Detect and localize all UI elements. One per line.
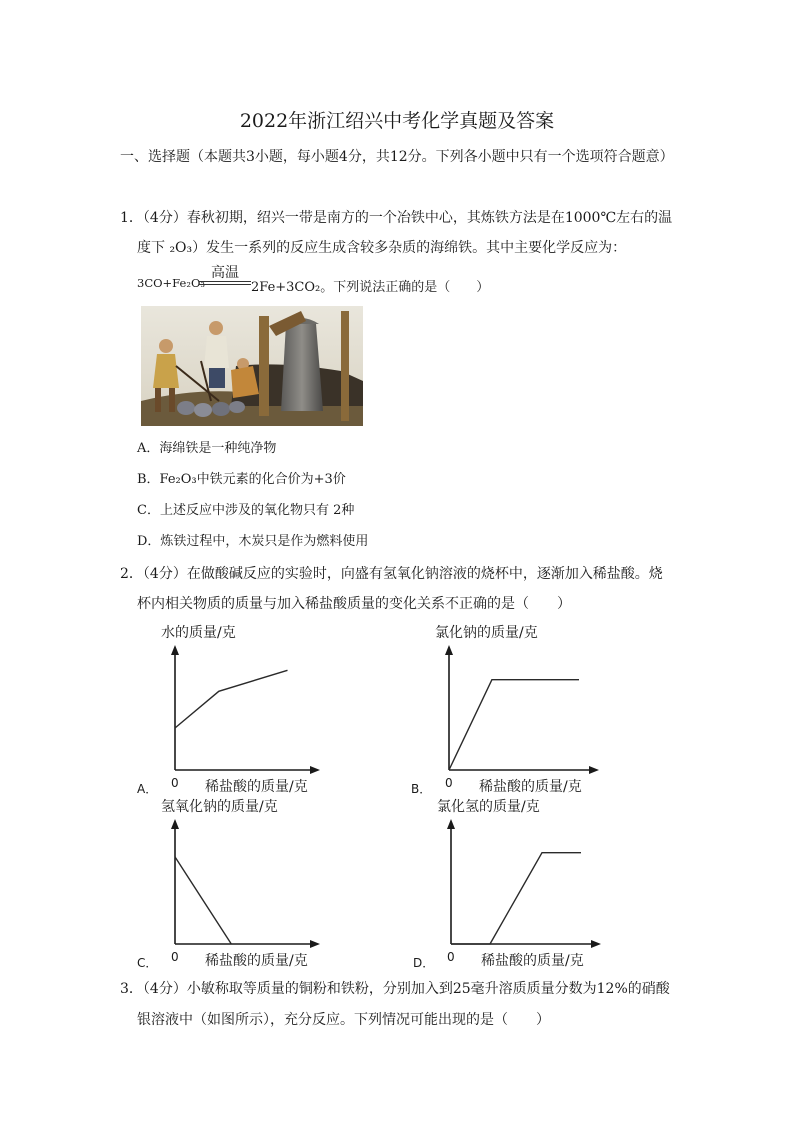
origin-label: 0 — [447, 950, 455, 964]
y-axis-label: 氯化氢的质量/克 — [437, 799, 540, 815]
origin-label: 0 — [171, 950, 179, 964]
option-letter: C． — [137, 956, 158, 970]
chart-a — [130, 625, 310, 795]
q1-equation-right: 2Fe+3CO₂。下列说法正确的是（ ） — [251, 280, 490, 295]
x-axis-label: 稀盐酸的质量/克 — [205, 953, 308, 969]
chart-c — [130, 799, 310, 972]
q1-equation-condition: 高温 — [211, 265, 239, 281]
origin-label: 0 — [445, 776, 453, 790]
page-title: 2022年浙江绍兴中考化学真题及答案 — [239, 110, 555, 132]
y-axis-label: 氯化钠的质量/克 — [435, 625, 538, 641]
q1-equation-left: 3CO+Fe₂O₃ — [137, 276, 205, 290]
y-axis-label: 水的质量/克 — [161, 625, 236, 641]
q3-line2: 银溶液中（如图所示），充分反应。下列情况可能出现的是（ ） — [137, 1012, 550, 1028]
option-letter: A． — [137, 782, 158, 796]
q1-option-b: B．Fe₂O₃中铁元素的化合价为+3价 — [137, 472, 346, 487]
data-line — [449, 680, 579, 770]
q1-option-a: A．海绵铁是一种纯净物 — [137, 441, 277, 456]
q1-equation-bar — [199, 281, 251, 282]
option-letter: D． — [413, 956, 435, 970]
data-line — [451, 853, 581, 944]
chart-b — [405, 625, 595, 795]
chart-d — [405, 799, 595, 972]
y-axis-arrow — [447, 819, 455, 829]
q1-option-d: D．炼铁过程中，木炭只是作为燃料使用 — [137, 534, 369, 549]
q3-line1: 3．（4分）小敏称取等质量的铜粉和铁粉，分别加入到25毫升溶质质量分数为12%的硝酸 — [120, 981, 670, 997]
data-line — [175, 857, 231, 944]
origin-label: 0 — [171, 776, 179, 790]
x-axis-arrow — [589, 766, 599, 774]
y-axis-arrow — [445, 645, 453, 655]
q2-line2: 杯内相关物质的质量与加入稀盐酸质量的变化关系不正确的是（ ） — [137, 596, 571, 612]
q1-line1: 1．（4分）春秋初期，绍兴一带是南方的一个冶铁中心，其炼铁方法是在1000℃左右的温 — [120, 210, 673, 226]
option-letter: B． — [411, 782, 432, 796]
q1-equation-bar-2 — [199, 284, 251, 285]
smelting-illustration — [141, 306, 363, 426]
y-axis-arrow — [171, 645, 179, 655]
x-axis-arrow — [591, 940, 601, 948]
x-axis-label: 稀盐酸的质量/克 — [205, 779, 308, 795]
q1-line2: 度下 ₂O₃）发生一系列的反应生成含较多杂质的海绵铁。其中主要化学反应为： — [137, 240, 627, 256]
x-axis-label: 稀盐酸的质量/克 — [481, 953, 584, 969]
x-axis-label: 稀盐酸的质量/克 — [479, 779, 582, 795]
x-axis-arrow — [310, 766, 320, 774]
q2-line1: 2．（4分）在做酸碱反应的实验时，向盛有氢氧化钠溶液的烧杯中，逐渐加入稀盐酸。烧 — [120, 566, 663, 582]
section-heading: 一、选择题（本题共3小题，每小题4分，共12分。下列各小题中只有一个选项符合题意） — [120, 149, 674, 165]
y-axis-label: 氢氧化钠的质量/克 — [161, 799, 278, 815]
q1-option-c: C．上述反应中涉及的氧化物只有 2种 — [137, 503, 355, 518]
x-axis-arrow — [310, 940, 320, 948]
data-line — [175, 670, 288, 728]
y-axis-arrow — [171, 819, 179, 829]
